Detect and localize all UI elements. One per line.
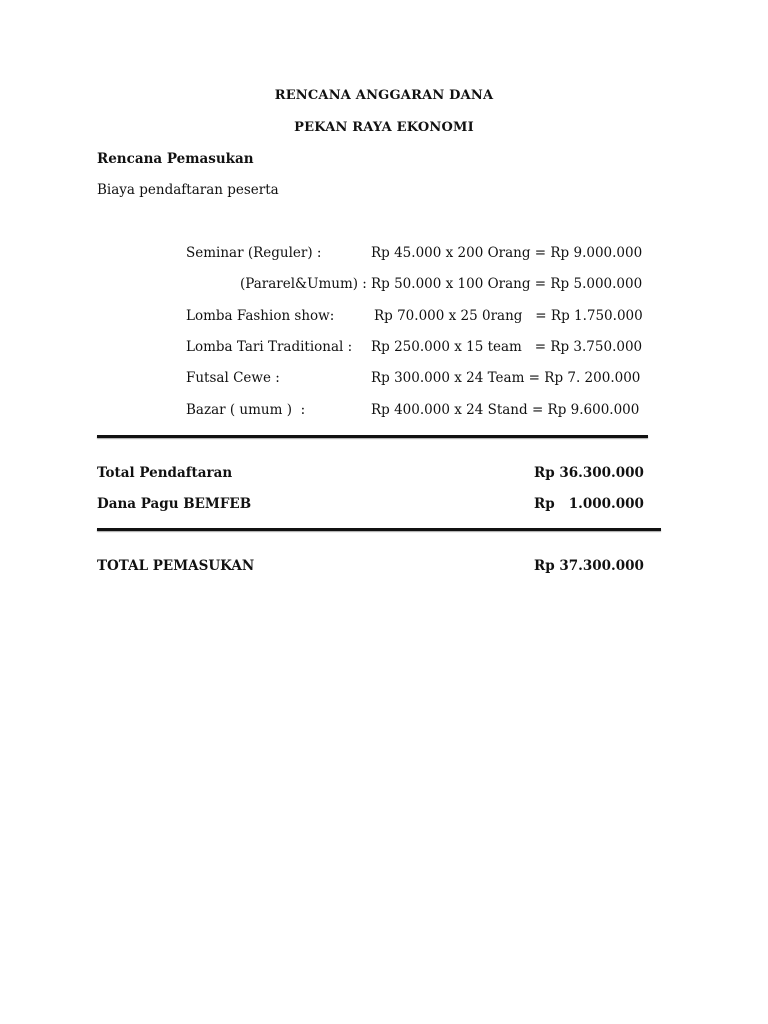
grand-total-value: Rp 37.300.000 <box>534 558 644 574</box>
section-heading: Rencana Pemasukan <box>97 151 254 167</box>
item-label-bazar: Bazar ( umum ) : <box>186 402 306 418</box>
document-subtitle: PEKAN RAYA EKONOMI <box>294 120 474 135</box>
item-label-fashion-show: Lomba Fashion show: <box>186 308 335 324</box>
item-label-seminar-reguler: Seminar (Reguler) : <box>186 245 322 261</box>
document-title: RENCANA ANGGARAN DANA <box>274 88 494 103</box>
item-calc-futsal-cewe: Rp 300.000 x 24 Team = Rp 7. 200.000 <box>371 370 641 386</box>
item-label-futsal-cewe: Futsal Cewe : <box>186 370 280 386</box>
item-calc-fashion-show: Rp 70.000 x 25 0rang = Rp 1.750.000 <box>374 308 643 324</box>
item-calc-seminar-reguler: Rp 45.000 x 200 Orang = Rp 9.000.000 <box>371 245 643 261</box>
total-pendaftaran-value: Rp 36.300.000 <box>534 465 644 481</box>
divider-rule <box>97 528 661 531</box>
item-label-seminar-pararel: (Pararel&Umum) : <box>240 276 367 292</box>
divider-rule <box>97 435 648 438</box>
total-pendaftaran-label: Total Pendaftaran <box>97 465 233 481</box>
item-calc-tari-traditional: Rp 250.000 x 15 team = Rp 3.750.000 <box>371 339 643 355</box>
item-calc-bazar: Rp 400.000 x 24 Stand = Rp 9.600.000 <box>371 402 640 418</box>
subheading: Biaya pendaftaran peserta <box>97 182 279 198</box>
item-label-tari-traditional: Lomba Tari Traditional : <box>186 339 353 355</box>
dana-pagu-value: Rp 1.000.000 <box>534 496 644 512</box>
item-calc-seminar-pararel: Rp 50.000 x 100 Orang = Rp 5.000.000 <box>371 276 643 292</box>
grand-total-label: TOTAL PEMASUKAN <box>97 558 255 574</box>
dana-pagu-label: Dana Pagu BEMFEB <box>97 496 252 512</box>
